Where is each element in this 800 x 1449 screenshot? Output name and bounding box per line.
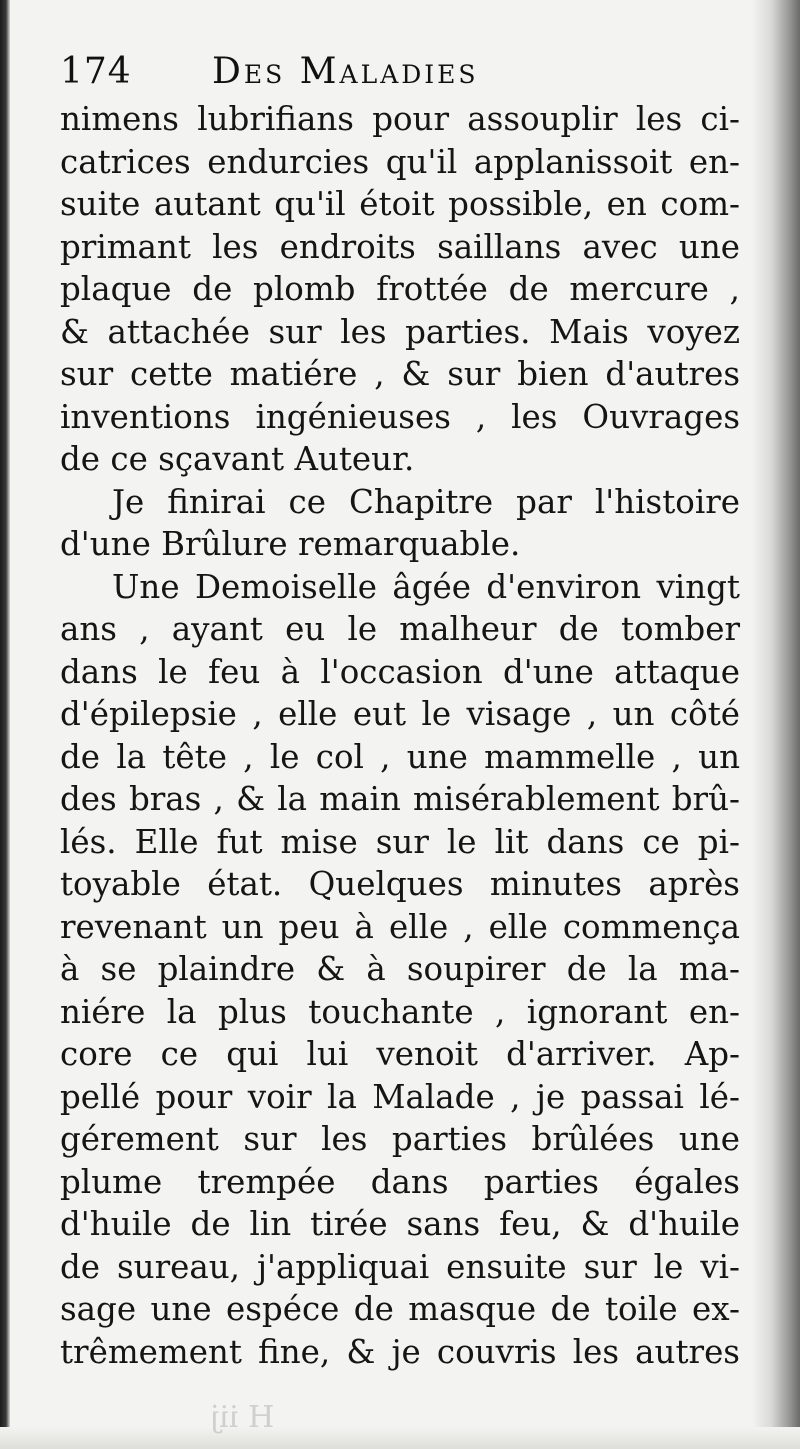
- text-line: d'une Brûlure remarquable.: [60, 525, 521, 563]
- text-line: core ce qui lui venoit d'arriver. Ap-: [60, 1035, 740, 1073]
- text-line: ans , ayant eu le malheur de tomber: [60, 610, 740, 648]
- text-line: gérement sur les parties brûlées une: [60, 1120, 740, 1158]
- text-line: à se plaindre & à soupirer de la ma-: [60, 950, 740, 988]
- text-line: sur cette matiére , & sur bien d'autres: [60, 355, 740, 393]
- text-line: d'épilepsie , elle eut le visage , un côté: [60, 695, 740, 733]
- page-header: [60, 46, 740, 98]
- text-body: [60, 98, 740, 1373]
- text-line: sage une espéce de masque de toile ex-: [60, 1290, 740, 1328]
- text-line: revenant un peu à elle , elle commença: [60, 907, 740, 946]
- show-through-signature: H iij: [210, 1400, 275, 1435]
- text-line: plume trempée dans parties égales: [60, 1162, 740, 1201]
- text-line: suite autant qu'il étoit possible, en com-: [60, 185, 740, 223]
- text-line: d'huile de lin tirée sans feu, & d'huile: [60, 1205, 740, 1243]
- text-line: inventions ingénieuses , les Ouvrages: [60, 397, 740, 436]
- text-line: primant les endroits saillans avec une: [60, 227, 740, 266]
- text-line: de ce sçavant Auteur.: [60, 440, 415, 478]
- scan-right-edge: [752, 0, 800, 1449]
- text-line: trêmement fine, & je couvris les autres: [60, 1332, 740, 1371]
- text-line: niére la plus touchante , ignorant en-: [60, 992, 740, 1031]
- text-line: Une Demoiselle âgée d'environ vingt: [112, 567, 740, 606]
- text-line: de sureau, j'appliquai ensuite sur le vi-: [60, 1247, 740, 1286]
- text-line: lés. Elle fut mise sur le lit dans ce pi-: [60, 822, 740, 861]
- text-line: toyable état. Quelques minutes après: [60, 865, 740, 903]
- text-line: de la tête , le col , une mammelle , un: [60, 737, 740, 776]
- running-title: Des Maladies: [212, 51, 479, 92]
- text-line: des bras , & la main misérablement brû-: [60, 780, 740, 818]
- scan-bottom-edge: [0, 1427, 800, 1449]
- text-line: Je finirai ce Chapitre par l'histoire: [112, 482, 740, 521]
- text-line: plaque de plomb frottée de mercure ,: [60, 270, 740, 308]
- text-line: catrices endurcies qu'il applanissoit en-: [60, 142, 740, 181]
- text-line: & attachée sur les parties. Mais voyez: [60, 312, 740, 351]
- page-number: 174: [60, 51, 132, 92]
- text-line: dans le feu à l'occasion d'une attaque: [60, 652, 740, 691]
- text-line: nimens lubrifians pour assouplir les ci-: [60, 100, 740, 138]
- page-content: [60, 46, 740, 1373]
- scan-left-edge: [0, 0, 10, 1449]
- text-line: pellé pour voir la Malade , je passai lé-: [60, 1077, 740, 1116]
